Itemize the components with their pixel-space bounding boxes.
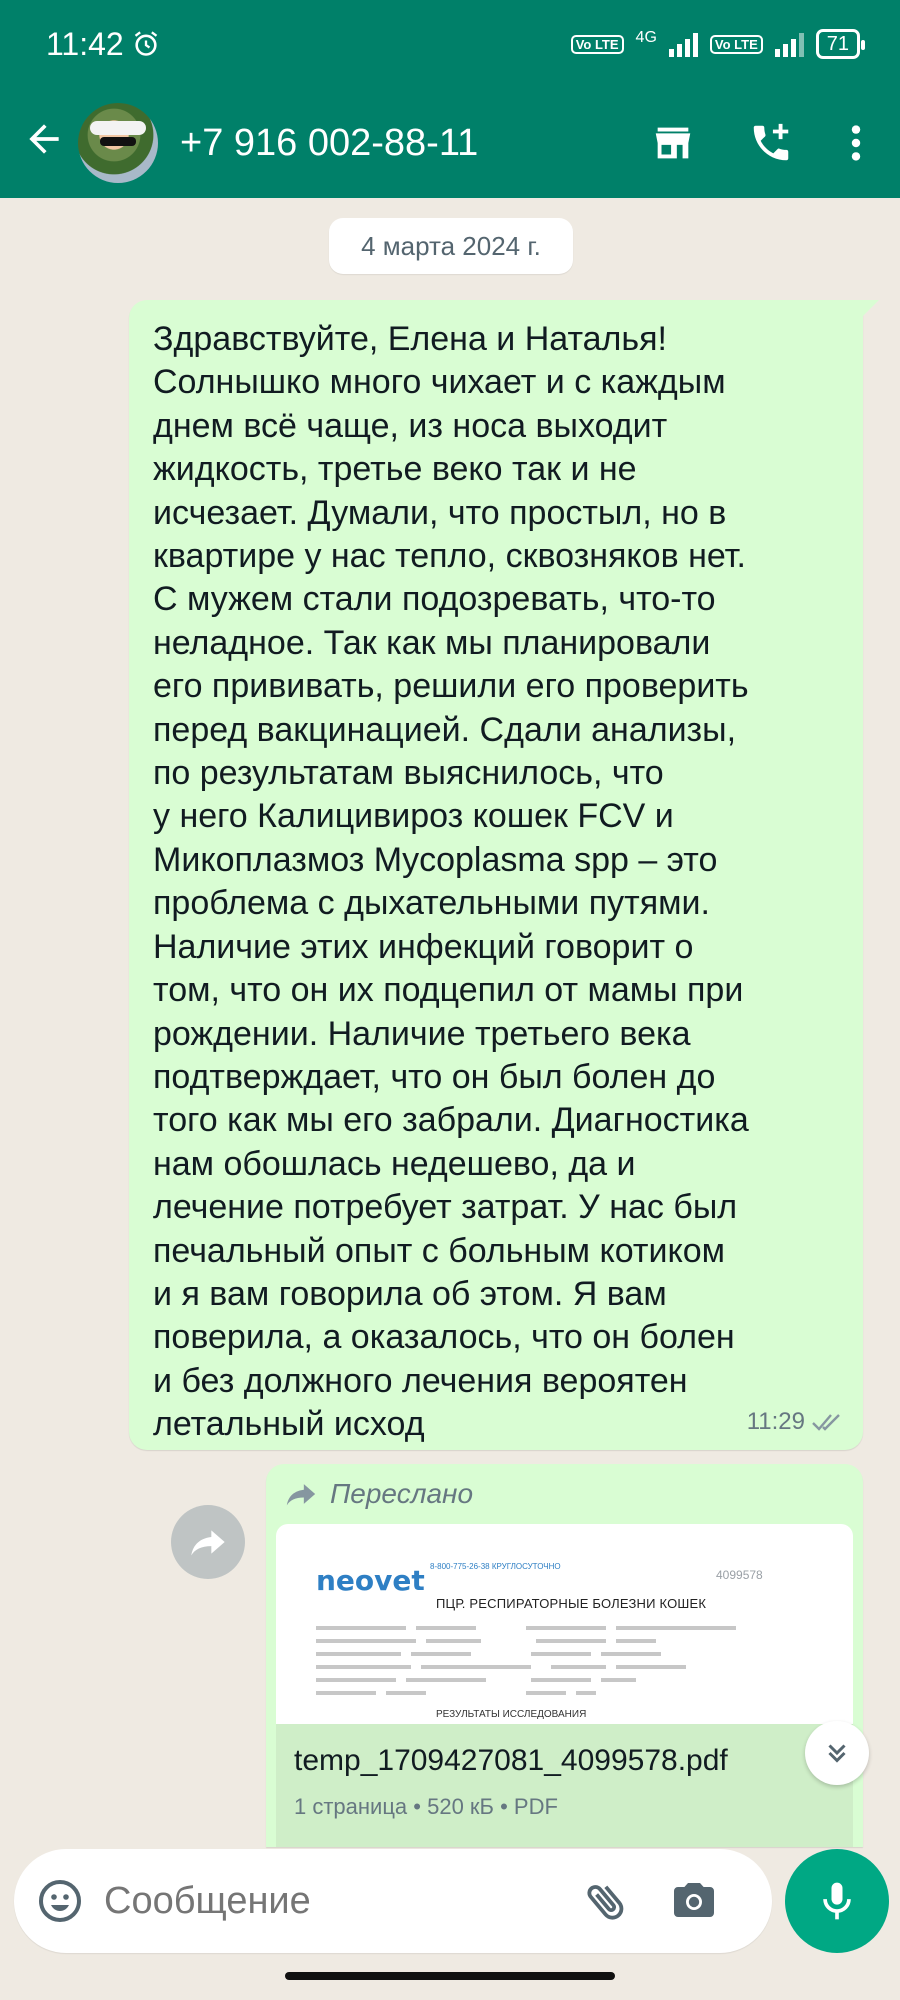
forwarded-icon (284, 1481, 318, 1507)
volte-icon: Vo LTE (571, 35, 624, 54)
pdf-phone: 8-800-775-26-38 КРУГЛОСУТОЧНО (430, 1562, 561, 1571)
message-bubble[interactable] (129, 300, 863, 1450)
file-info[interactable] (276, 1724, 853, 1847)
forwarded-label (284, 1478, 473, 1510)
shop-icon[interactable] (650, 120, 696, 166)
pdf-footer: РЕЗУЛЬТАТЫ ИССЛЕДОВАНИЯ (436, 1709, 587, 1720)
status-time-group (46, 26, 160, 63)
camera-icon[interactable] (670, 1877, 718, 1925)
status-icons (571, 29, 860, 59)
status-bar (0, 0, 900, 88)
forwarded-text: Переслано (330, 1478, 474, 1509)
message-input[interactable] (104, 1880, 564, 1923)
forward-icon (188, 1526, 228, 1558)
file-details: 1 страница • 520 кБ • PDF (294, 1794, 558, 1819)
input-actions (582, 1877, 718, 1925)
scroll-down-button[interactable] (805, 1721, 869, 1785)
emoji-icon[interactable] (36, 1877, 84, 1925)
chat-area[interactable] (0, 198, 900, 1843)
volte-icon-2: Vo LTE (710, 35, 763, 54)
date-separator: 4 марта 2024 г. (329, 218, 573, 274)
navigation-handle[interactable] (285, 1972, 615, 1980)
add-call-icon[interactable] (748, 120, 794, 166)
pdf-logo: neovet (316, 1564, 425, 1597)
signal-icon (669, 31, 698, 57)
pdf-table-lines (316, 1622, 816, 1700)
battery-icon: 71 (816, 29, 860, 59)
app-bar-actions (650, 120, 866, 166)
chat-header (0, 0, 900, 198)
mic-button[interactable] (785, 1849, 889, 1953)
contact-name[interactable]: +7 916 002-88-11 (180, 121, 479, 164)
signal-icon-2 (775, 31, 804, 57)
status-time: 11:42 (46, 25, 124, 62)
forwarded-document-bubble[interactable] (266, 1464, 863, 1847)
message-input-bar (14, 1849, 772, 1953)
message-time: 11:29 (746, 1408, 805, 1435)
pdf-title: ПЦР. РЕСПИРАТОРНЫЕ БОЛЕЗНИ КОШЕК (436, 1596, 707, 1611)
more-icon[interactable] (846, 120, 866, 166)
pdf-number: 4099578 (716, 1568, 763, 1582)
avatar[interactable] (78, 103, 158, 183)
double-chevron-down-icon (822, 1738, 852, 1768)
network-type: 4G (635, 29, 657, 46)
mic-icon (815, 1879, 859, 1923)
message-text: Здравствуйте, Елена и Наталья! Солнышко много чихает и с каждым днем всё чаще, из носа выходит жидкость, третье веко так и не исчезает. Думали, что простыл, но в квартире у нас тепло, сквозняков нет. С мужем стали подозревать, что-то неладное. Так как мы планировали его прививать, решили его проверить перед вакцинацией. Сдали анализы, по результатам выяснилось, что у него Калицивироз кошек FCV и Микоплазмоз Mycoplasma spp – это проблема с дыхательными путями. Наличие этих инфекций говорит о том, что он их подцепил от мамы при рождении. Наличие третьего века подтверждает, что он был болен до того как мы его забрали. Диагностика нам обошлась недешево, да и лечение потребует затрат. У нас был печальный опыт с больным котиком и я вам говорила об этом. Я вам поверила, а оказалось, что он болен и без должного лечения вероятен летальный исход (153, 320, 749, 1444)
forward-button[interactable] (171, 1505, 245, 1579)
app-bar (0, 88, 900, 198)
double-check-icon (811, 1411, 845, 1433)
attach-icon[interactable] (582, 1877, 630, 1925)
pdf-preview[interactable] (276, 1524, 853, 1724)
alarm-icon (132, 30, 160, 58)
message-meta (747, 1408, 845, 1436)
back-arrow-icon[interactable] (12, 117, 76, 169)
file-name: temp_1709427081_4099578.pdf (294, 1744, 728, 1777)
